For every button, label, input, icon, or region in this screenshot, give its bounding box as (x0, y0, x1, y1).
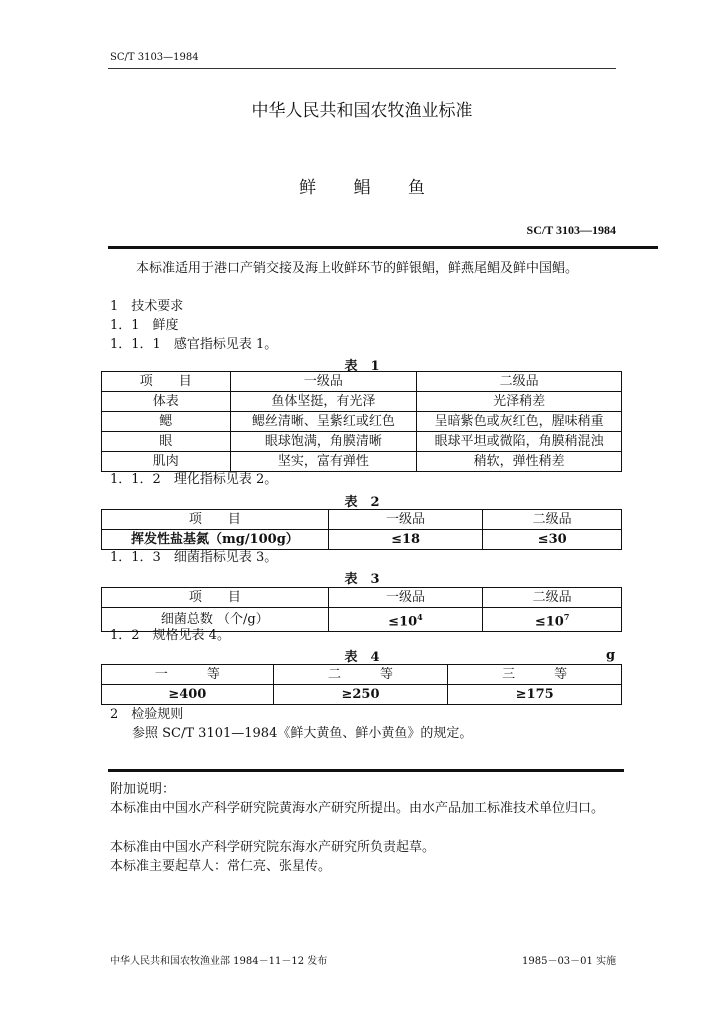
title-rule (108, 246, 658, 249)
appendix-heading: 附加说明： (110, 782, 176, 797)
appendix-line-2: 本标准由中国水产科学研究院东海水产研究所负责起草。 (110, 840, 436, 855)
table-cell: 挥发性盐基氮（mg/100g） (102, 530, 329, 550)
value-base: ≤10 (534, 614, 564, 630)
table-cell: 鳃丝清晰、呈紫红或红色 (230, 412, 417, 432)
value-base: ≤10 (388, 614, 418, 630)
table-cell: 呈暗紫色或灰红色，腥味稍重 (417, 412, 622, 432)
table3-caption: 表 3 (344, 572, 380, 587)
table-cell: 肌肉 (102, 452, 231, 472)
table-cell: 细菌总数 （个/g） (102, 608, 329, 632)
intro-paragraph: 本标准适用于港口产销交接及海上收鲜环节的鲜银鲳，鲜燕尾鲳及鲜中国鲳。 (136, 261, 579, 276)
table-cell: 光泽稍差 (417, 392, 622, 412)
header-rule (108, 68, 616, 69)
section-1-1: 1．1 鲜度 (110, 318, 179, 333)
table-header-row (102, 510, 622, 530)
table-row (102, 530, 622, 550)
table-cell: ≤30 (483, 530, 622, 550)
table-2 (101, 509, 622, 550)
document-title: 鲜 鲳 鱼 (299, 178, 441, 198)
table-cell: 坚实，富有弹性 (230, 452, 417, 472)
standard-title: 中华人民共和国农牧渔业标准 (251, 101, 473, 121)
table-1 (101, 371, 622, 472)
header-code: SC/T 3103—1984 (110, 52, 199, 63)
table-header-cell: 项 目 (102, 372, 231, 392)
table-header-row (102, 588, 622, 608)
section-1-1-3: 1．1．3 细菌指标见表 3。 (110, 550, 278, 565)
table-cell: 眼球饱满，角膜清晰 (230, 432, 417, 452)
table-cell: ≥400 (102, 685, 274, 705)
table-cell: ≥175 (448, 685, 622, 705)
table4-unit: g (606, 648, 616, 663)
table-header-cell: 项 目 (102, 510, 329, 530)
table-cell (328, 608, 483, 632)
section-1: 1 技术要求 (110, 299, 184, 314)
appendix-line-1: 本标准由中国水产科学研究院黄海水产研究所提出。由水产品加工标准技术单位归口。 (110, 801, 605, 816)
table-header-cell: 一 等 (102, 665, 274, 685)
table-4 (101, 664, 622, 705)
section-2-text: 参照 SC/T 3101—1984《鲜大黄鱼、鲜小黄鱼》的规定。 (132, 726, 473, 741)
table-cell: 鱼体坚挺，有光泽 (230, 392, 417, 412)
value-exponent: 4 (417, 612, 423, 622)
table-cell (483, 608, 622, 632)
table4-caption: 表 4 (344, 650, 380, 665)
table-cell: 眼球平坦或微陷，角膜稍混浊 (417, 432, 622, 452)
table-header-cell: 二级品 (483, 588, 622, 608)
table-header-row (102, 372, 622, 392)
section-2: 2 检验规则 (110, 707, 184, 722)
table-header-cell: 二级品 (417, 372, 622, 392)
table-cell: 眼 (102, 432, 231, 452)
table-row (102, 685, 622, 705)
table-row (102, 412, 622, 432)
section-1-2: 1．2 规格见表 4。 (110, 628, 230, 643)
table-header-cell: 一级品 (328, 510, 483, 530)
section-1-1-1: 1．1．1 感官指标见表 1。 (110, 337, 278, 352)
table-header-cell: 一级品 (230, 372, 417, 392)
table-header-cell: 项 目 (102, 588, 329, 608)
table-cell: ≤18 (328, 530, 483, 550)
table-cell: ≥250 (273, 685, 448, 705)
table-header-cell: 三 等 (448, 665, 622, 685)
appendix-rule (108, 769, 624, 772)
standard-code: SC/T 3103—1984 (526, 223, 616, 237)
table1-caption: 表 1 (344, 359, 380, 374)
appendix-line-3: 本标准主要起草人：常仁亮、张星传。 (110, 859, 332, 874)
footer-issued: 中华人民共和国农牧渔业部 1984－11－12 发布 (110, 956, 328, 967)
table-cell: 鳃 (102, 412, 231, 432)
footer-effective: 1985－03－01 实施 (522, 956, 617, 967)
table-header-row (102, 665, 622, 685)
table-row (102, 432, 622, 452)
value-exponent: 7 (563, 612, 570, 622)
table-cell: 体表 (102, 392, 231, 412)
section-1-1-2: 1．1．2 理化指标见表 2。 (110, 472, 278, 487)
table-row (102, 452, 622, 472)
table2-caption: 表 2 (344, 495, 380, 510)
table-header-cell: 二级品 (483, 510, 622, 530)
table-row (102, 392, 622, 412)
table-header-cell: 二 等 (273, 665, 448, 685)
table-header-cell: 一级品 (328, 588, 483, 608)
table-cell: 稍软，弹性稍差 (417, 452, 622, 472)
